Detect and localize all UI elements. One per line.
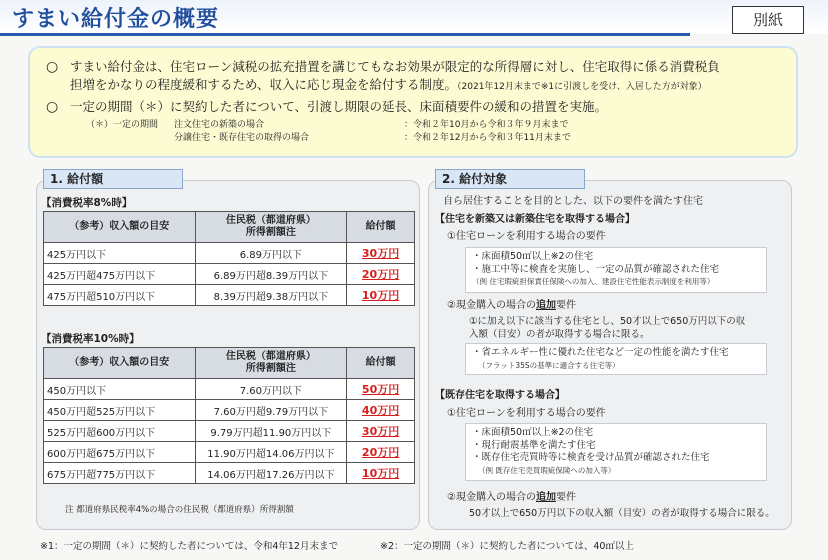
summary-text-1a: すまい給付金は、住宅ローン減税の拡充措置を講じてもなお効果が限定的な所得層に対し、住宅取得に係る消費税負 — [70, 59, 720, 74]
amount-cell: 20万円 — [347, 264, 415, 285]
amount-cell: 30万円 — [347, 421, 415, 442]
table-row — [44, 243, 415, 264]
amount-cell: 20万円 — [347, 442, 415, 463]
eligibility-panel — [428, 172, 792, 530]
existing-loan-box — [465, 423, 767, 481]
new-house-heading: 【住宅を新築又は新築住宅を取得する場合】 — [435, 214, 635, 225]
summary-text-1-small: （2021年12月末まで※1に引渡しを受け、入居した方が対象） — [457, 82, 707, 92]
table-row — [44, 442, 415, 463]
existing-loan-req-2: ・現行耐震基準を満たす住宅 — [472, 439, 596, 451]
income-cell: 425万円以下 — [44, 243, 196, 264]
summary-box — [28, 46, 798, 158]
income-cell: 675万円超775万円以下 — [44, 463, 196, 484]
section-heading-benefit: 1. 給付額 — [43, 169, 183, 189]
period-note-type: 分譲住宅・既存住宅の取得の場合 — [174, 133, 310, 143]
table-row — [44, 264, 415, 285]
summary-bullet-1-cont — [46, 76, 780, 96]
amount-cell: 40万円 — [347, 400, 415, 421]
tax-cell: 7.60万円超9.79万円以下 — [195, 400, 347, 421]
col-tax-header: 住民税（都道府県） 所得割額注 — [195, 212, 347, 243]
new-cash-desc: ①に加え以下に該当する住宅とし、50才以上で650万円以下の収 入額（目安）の者が取得する場合に限る。 — [469, 316, 746, 340]
tax-cell: 8.39万円超9.38万円以下 — [195, 285, 347, 306]
income-cell: 425万円超475万円以下 — [44, 264, 196, 285]
existing-loan-req-1: ・床面積50㎡以上※2の住宅 — [472, 427, 594, 438]
appendix-label: 別紙 — [732, 6, 804, 34]
new-cash-req-1: ・省エネルギー性に優れた住宅など一定の性能を満たす住宅 — [472, 347, 729, 358]
summary-bullet-1 — [46, 58, 780, 76]
period-note-row-2 — [46, 132, 780, 145]
table-row — [44, 463, 415, 484]
amount-cell: 50万円 — [347, 379, 415, 400]
col-amount-header: 給付額 — [347, 348, 415, 379]
tax-cell: 14.06万円超17.26万円以下 — [195, 463, 347, 484]
rate-8-table — [43, 211, 415, 306]
tax-cell: 6.89万円以下 — [195, 243, 347, 264]
section-heading-eligibility: 2. 給付対象 — [435, 169, 585, 189]
new-cash-req-example: （フラット35Sの基準に適合する住宅等） — [478, 360, 620, 370]
tax-cell: 7.60万円以下 — [195, 379, 347, 400]
summary-text-1b: 担増をかなりの程度緩和するため、収入に応じ現金を給付する制度。 — [70, 77, 458, 92]
table-row — [44, 379, 415, 400]
period-note-key: （＊）一定の期間 — [86, 120, 159, 130]
existing-cash-requirement: ②現金購入の場合の追加要件 — [447, 492, 576, 503]
existing-cash-desc: 50才以上で650万円以下の収入額（目安）の者が取得する場合に限る。 — [469, 508, 775, 519]
existing-loan-req-example: （例 既存住宅売買瑕疵保険への加入等） — [478, 465, 616, 475]
amount-cell: 30万円 — [347, 243, 415, 264]
new-cash-box — [465, 343, 767, 375]
amount-cell: 10万円 — [347, 463, 415, 484]
summary-text-2: 一定の期間（＊）に契約した者について、引渡し期限の延長、床面積要件の緩和の措置を実施。 — [70, 99, 608, 114]
page-title: すまい給付金の概要 — [12, 7, 220, 32]
eligibility-intro: 自ら居住することを目的とした、以下の要件を満たす住宅 — [443, 196, 703, 207]
footnote-1: ※1：一定の期間（＊）に契約した者については、令和4年12月末まで — [40, 541, 338, 552]
summary-bullet-2 — [46, 98, 780, 116]
income-cell: 600万円超675万円以下 — [44, 442, 196, 463]
period-note-type: 注文住宅の新築の場合 — [174, 120, 265, 130]
col-income-header: （参考）収入額の目安 — [44, 348, 196, 379]
table-row — [44, 421, 415, 442]
income-cell: 525万円超600万円以下 — [44, 421, 196, 442]
col-amount-header: 給付額 — [347, 212, 415, 243]
title-bar — [0, 0, 828, 34]
benefit-amount-panel — [36, 172, 420, 530]
period-note-row-1 — [46, 119, 780, 132]
new-loan-box — [465, 247, 767, 293]
tax-cell: 6.89万円超8.39万円以下 — [195, 264, 347, 285]
tax-cell: 11.90万円超14.06万円以下 — [195, 442, 347, 463]
existing-loan-req-3: ・既存住宅売買時等に検査を受け品質が確認された住宅 — [472, 452, 710, 463]
period-note-range: ：令和２年12月から令和３年11月末まで — [404, 133, 571, 143]
tax-cell: 9.79万円超11.90万円以下 — [195, 421, 347, 442]
rate-10-table — [43, 347, 415, 484]
new-loan-requirement: ①住宅ローンを利用する場合の要件 — [447, 231, 606, 242]
circle-bullet-icon: ○ — [46, 99, 59, 115]
income-cell: 450万円超525万円以下 — [44, 400, 196, 421]
col-income-header: （参考）収入額の目安 — [44, 212, 196, 243]
new-loan-req-2: ・施工中等に検査を実施し、一定の品質が確認された住宅 — [472, 263, 720, 275]
new-loan-req-example: （例 住宅瑕疵担保責任保険への加入、建設住宅性能表示制度を利用等） — [472, 277, 715, 286]
new-loan-req-1: ・床面積50㎡以上※2の住宅 — [472, 251, 594, 262]
table-row — [44, 285, 415, 306]
income-cell: 450万円以下 — [44, 379, 196, 400]
footnote-2: ※2：一定の期間（＊）に契約した者については、40㎡以上 — [380, 541, 634, 552]
tax-rate-note: 注 都道府県民税率4%の場合の住民税（都道府県）所得割額 — [65, 505, 294, 515]
amount-cell: 10万円 — [347, 285, 415, 306]
new-cash-requirement: ②現金購入の場合の追加要件 — [447, 300, 576, 311]
rate-10-label: 【消費税率10%時】 — [41, 333, 140, 345]
existing-house-heading: 【既存住宅を取得する場合】 — [435, 390, 565, 401]
circle-bullet-icon: ○ — [46, 59, 59, 75]
existing-loan-requirement: ①住宅ローンを利用する場合の要件 — [447, 408, 606, 419]
period-note-range: ：令和２年10月から令和３年９月末まで — [404, 120, 569, 130]
table-row — [44, 400, 415, 421]
income-cell: 475万円超510万円以下 — [44, 285, 196, 306]
title-underline — [0, 33, 690, 36]
col-tax-header: 住民税（都道府県） 所得割額注 — [195, 348, 347, 379]
rate-8-label: 【消費税率8%時】 — [41, 197, 133, 209]
